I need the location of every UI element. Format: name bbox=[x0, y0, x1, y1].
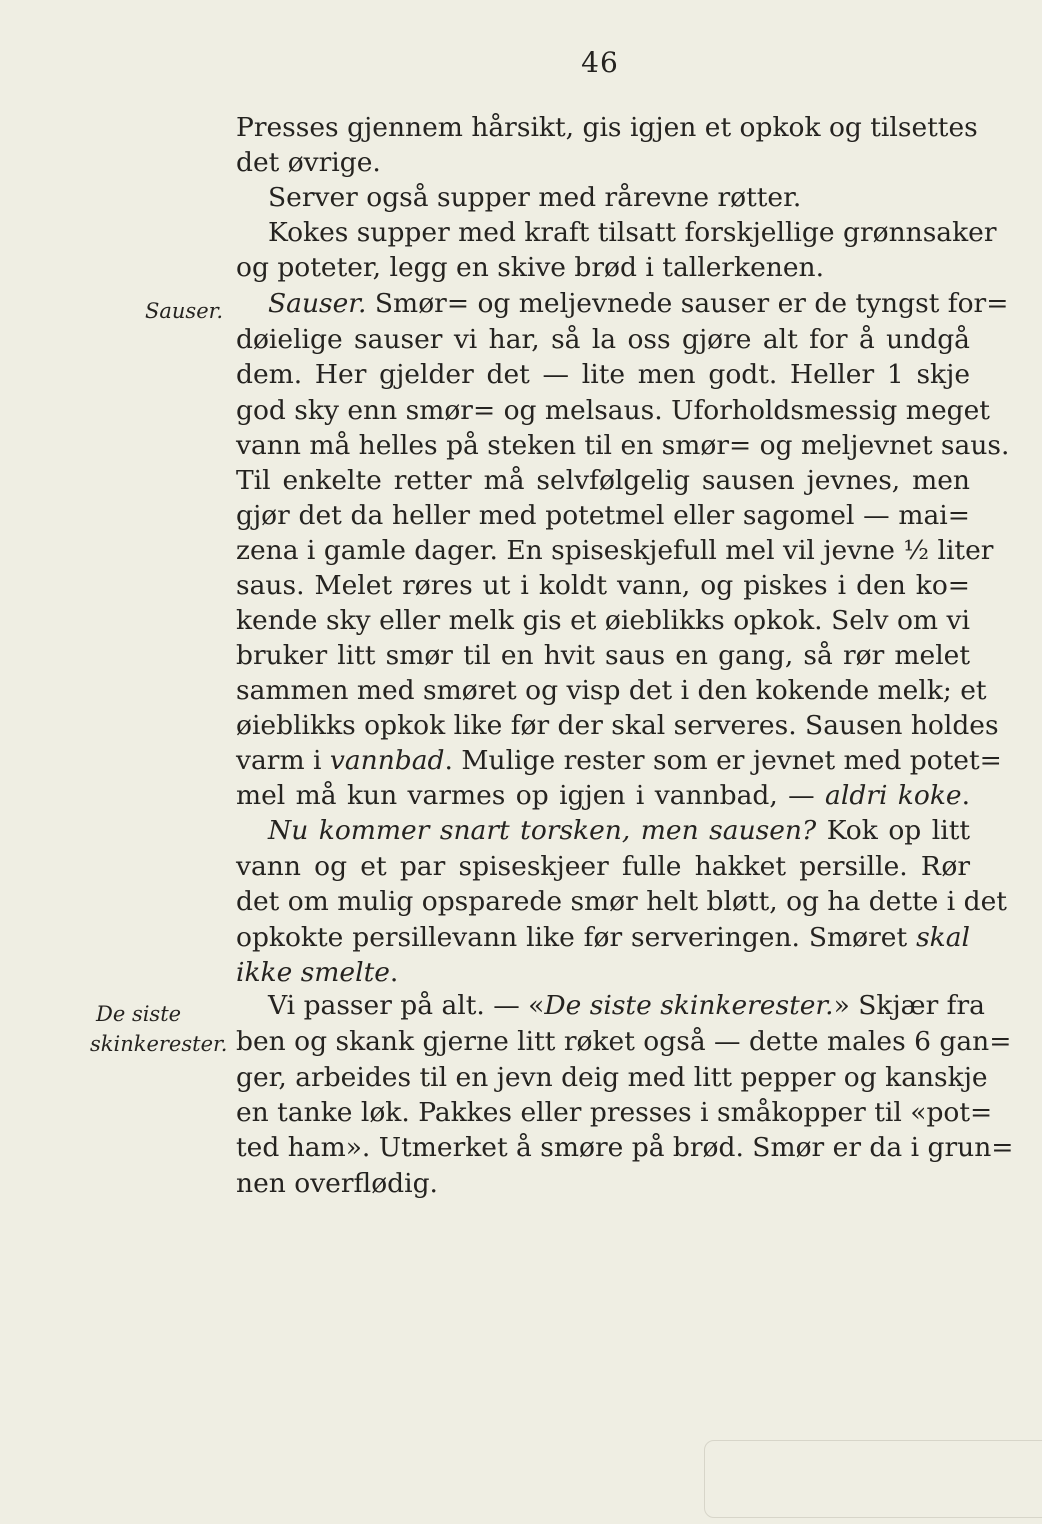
text-line: gjør det da heller med potetmel eller sagomel — mai= bbox=[236, 500, 970, 531]
text-line: øieblikks opkok like før der skal serveres. Sausen holdes bbox=[236, 710, 999, 741]
text-line: ikke smelte. bbox=[236, 957, 399, 988]
margin-note-de-siste: De siste bbox=[96, 1002, 182, 1026]
text-line: bruker litt smør til en hvit saus en gang, så rør melet bbox=[236, 640, 970, 671]
text-line: god sky enn smør= og melsaus. Uforholdsmessig meget bbox=[236, 395, 990, 426]
text-line: det om mulig opsparede smør helt bløtt, og ha dette i det bbox=[236, 886, 1007, 917]
text-line: sammen med smøret og visp det i den kokende melk; et bbox=[236, 675, 987, 706]
text-line: Nu kommer snart torsken, men sausen? Kok op litt bbox=[268, 815, 970, 846]
text-line: zena i gamle dager. En spiseskjefull mel vil jevne ½ liter bbox=[236, 535, 994, 566]
margin-note-sauser: Sauser. bbox=[145, 299, 224, 323]
text-line: Presses gjennem hårsikt, gis igjen et opkok og tilsettes bbox=[236, 112, 978, 143]
text-line: vann og et par spiseskjeer fulle hakket persille. Rør bbox=[236, 851, 970, 882]
text-line: ted ham». Utmerket å smøre på brød. Smør er da i grun= bbox=[236, 1132, 1014, 1163]
text-line: nen overflødig. bbox=[236, 1168, 438, 1199]
text-line: mel må kun varmes op igjen i vannbad, — aldri koke. bbox=[236, 780, 970, 811]
text-line: og poteter, legg en skive brød i tallerkenen. bbox=[236, 252, 825, 283]
text-line: kende sky eller melk gis et øieblikks opkok. Selv om vi bbox=[236, 605, 970, 636]
text-line: døielige sauser vi har, så la oss gjøre alt for å undgå bbox=[236, 324, 970, 355]
text-line: dem. Her gjelder det — lite men godt. Heller 1 skje bbox=[236, 359, 970, 390]
text-line: Sauser. Smør= og meljevnede sauser er de tyngst for= bbox=[268, 288, 1009, 319]
text-line: vann må helles på steken til en smør= og meljevnet saus. bbox=[236, 430, 1010, 461]
text-line: ger, arbeides til en jevn deig med litt pepper og kanskje bbox=[236, 1062, 988, 1093]
text-line: Vi passer på alt. — «De siste skinkerester.» Skjær fra bbox=[268, 990, 985, 1021]
text-line: varm i vannbad. Mulige rester som er jevnet med potet= bbox=[236, 745, 1002, 776]
scan-artifact-box bbox=[704, 1440, 1042, 1518]
text-line: opkokte persillevann like før serveringen. Smøret skal bbox=[236, 922, 970, 953]
text-line: en tanke løk. Pakkes eller presses i småkopper til «pot= bbox=[236, 1097, 993, 1128]
page-number: 46 bbox=[581, 46, 619, 79]
text-line: ben og skank gjerne litt røket også — dette males 6 gan= bbox=[236, 1026, 1012, 1057]
text-line: Til enkelte retter må selvfølgelig sausen jevnes, men bbox=[236, 465, 970, 496]
margin-note-skinkerester: skinkerester. bbox=[90, 1032, 228, 1056]
text-line: Kokes supper med kraft tilsatt forskjellige grønnsaker bbox=[268, 217, 997, 248]
text-line: Server også supper med rårevne røtter. bbox=[268, 182, 802, 213]
text-line: det øvrige. bbox=[236, 147, 381, 178]
text-line: saus. Melet røres ut i koldt vann, og piskes i den ko= bbox=[236, 570, 970, 601]
